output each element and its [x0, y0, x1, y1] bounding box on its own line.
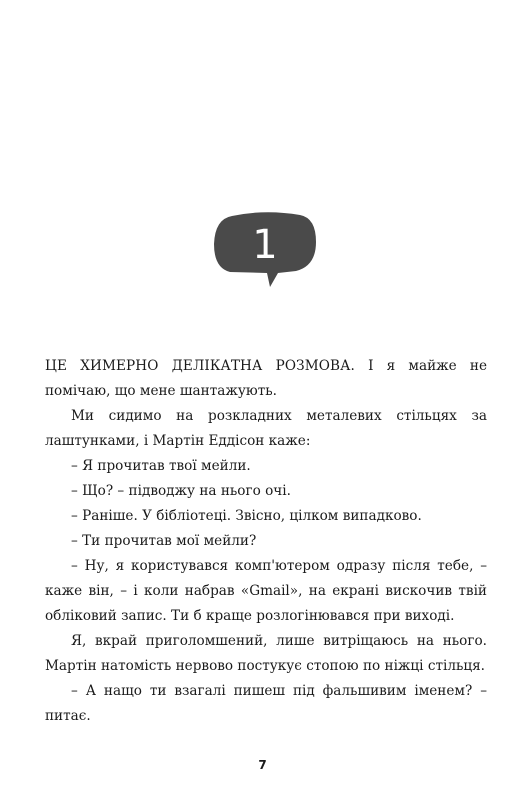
paragraph: – Я прочитав твої мейли. [71, 458, 251, 474]
paragraph-text: І я майже не помічаю, що мене шантажують. [45, 358, 488, 399]
paragraph: – Ну, я користувався комп'ютером одразу після тебе, – каже він, – і коли набрав «Gmail», на екрані вискочив твій обліковий запис. Ти б краще розлогінювався при виході. [45, 558, 487, 624]
page-number: 7 [258, 758, 267, 772]
paragraph: Я, вкрай приголомшений, лише витріщаюсь на нього. Мартін натомість нервово постукує стопою по ніжці стільця. [45, 633, 487, 674]
chapter-number: 1 [252, 222, 278, 268]
paragraph: – А нащо ти взагалі пишеш під фальшивим іменем? – питає. [45, 683, 487, 724]
paragraph: Ми сидимо на розкладних металевих стільцях за лаштунками, і Мартін Еддісон каже: [45, 408, 487, 449]
paragraph: – Раніше. У бібліотеці. Звісно, цілком випадково. [71, 508, 422, 524]
paragraph: – Що? – підводжу на нього очі. [71, 483, 291, 499]
paragraph: – Ти прочитав мої мейли? [71, 533, 257, 549]
paragraph [45, 354, 487, 404]
chapter-text [45, 354, 487, 729]
lead-in-caps: ЦЕ ХИМЕРНО ДЕЛІКАТНА РОЗМОВА. [45, 358, 355, 374]
chapter-speech-bubble [212, 208, 318, 288]
